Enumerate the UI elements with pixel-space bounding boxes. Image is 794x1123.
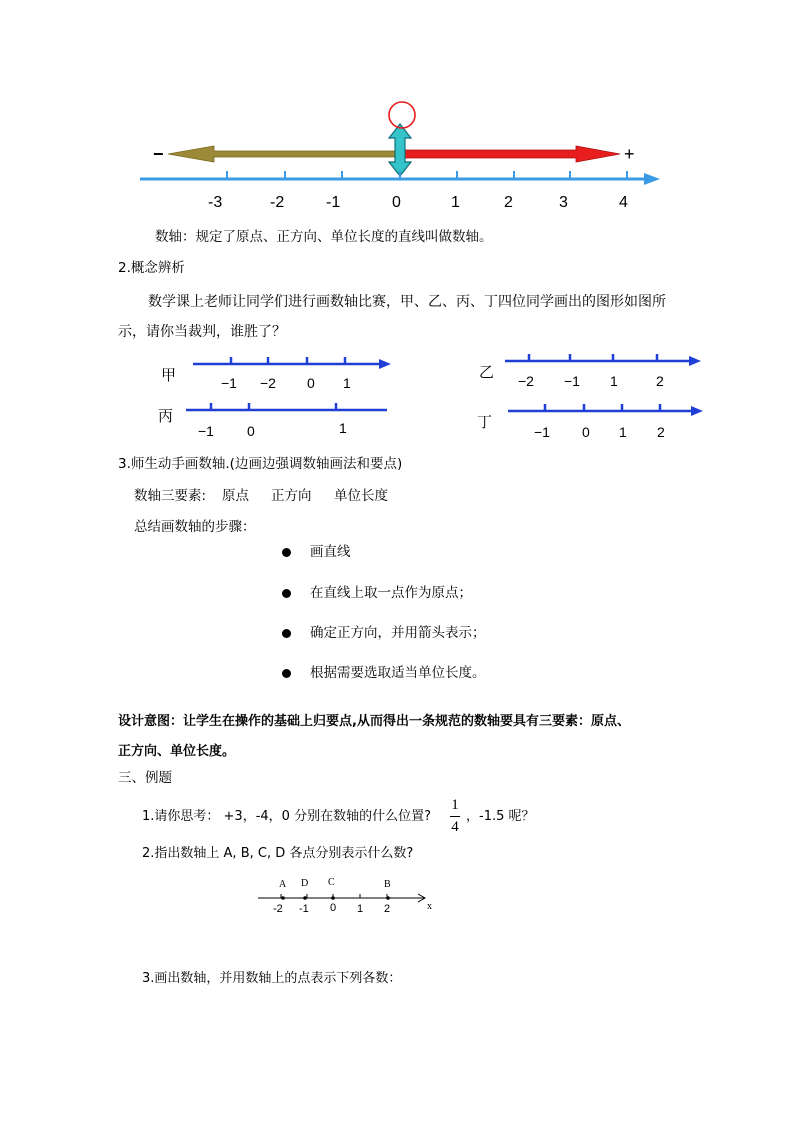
tick-label: -3 xyxy=(208,194,223,211)
jia-label: 甲 xyxy=(161,366,177,384)
tick-label: 1 xyxy=(357,903,364,915)
tick-label: 2 xyxy=(656,373,664,389)
section-2-paragraph-line2: 示，请你当裁判，谁胜了？ xyxy=(118,324,286,340)
tick-label: −1 xyxy=(221,375,237,391)
tick-label: 1 xyxy=(343,375,351,391)
yi-label: 乙 xyxy=(479,363,495,381)
tick-label: 0 xyxy=(582,424,590,440)
point-label: A xyxy=(279,879,287,890)
point-label: D xyxy=(301,878,309,889)
section-2-heading: 2.概念辨析 xyxy=(118,260,185,276)
tick-label: 0 xyxy=(307,375,315,391)
tick-label: −2 xyxy=(260,375,276,391)
element-unit-length: 单位长度 xyxy=(334,488,388,504)
tick-label: -1 xyxy=(299,903,309,915)
tick-label: 0 xyxy=(330,902,337,914)
point-label: B xyxy=(384,879,391,890)
plus-sign: + xyxy=(624,144,635,164)
design-intent-line2: 正方向、单位长度。 xyxy=(118,744,236,759)
tick-label: −2 xyxy=(518,373,534,389)
tick-label: 2 xyxy=(657,424,665,440)
elements-title: 数轴三要素: xyxy=(134,488,207,504)
ding-label: 丁 xyxy=(477,413,493,431)
tick-label: 4 xyxy=(619,194,628,211)
section-2-paragraph-line1: 数学课上老师让同学们进行画数轴比赛，甲、乙、丙、丁四位同学画出的图形如图所 xyxy=(148,294,666,310)
design-intent-line1: 设计意图：让学生在操作的基础上归要点,从而得出一条规范的数轴要具有三要素：原点、 xyxy=(118,714,630,729)
point-label: C xyxy=(328,877,335,888)
element-origin: 原点 xyxy=(222,488,249,504)
tick-label: −1 xyxy=(198,423,214,439)
tick-label: −1 xyxy=(534,424,550,440)
tick-label: -1 xyxy=(326,194,341,211)
fraction-numerator: 1 xyxy=(451,797,459,813)
tick-label: 0 xyxy=(247,423,255,439)
element-positive-direction: 正方向 xyxy=(271,488,312,504)
tick-label: 3 xyxy=(559,194,568,211)
tick-label: 2 xyxy=(384,903,391,915)
step-item: 确定正方向，并用箭头表示； xyxy=(310,625,486,641)
step-item: 在直线上取一点作为原点； xyxy=(310,585,472,601)
tick-label: −1 xyxy=(564,373,580,389)
step-item: 画直线 xyxy=(310,544,351,560)
point-A xyxy=(281,896,285,900)
point-D xyxy=(303,896,307,900)
tick-label: 1 xyxy=(619,424,627,440)
tick-label: -2 xyxy=(270,194,285,211)
question-3: 3.画出数轴，并用数轴上的点表示下列各数： xyxy=(142,971,402,986)
question-1-prefix: 1.请你思考： +3，-4，0 分别在数轴的什么位置? xyxy=(142,809,431,824)
question-1-suffix: ，-1.5 呢？ xyxy=(466,809,535,824)
fraction-denominator: 4 xyxy=(451,819,459,835)
question-2: 2.指出数轴上 A, B, C, D 各点分别表示什么数? xyxy=(142,846,414,861)
number-line-definition: 数轴：规定了原点、正方向、单位长度的直线叫做数轴。 xyxy=(155,229,493,245)
point-B xyxy=(386,896,390,900)
tick-label: 1 xyxy=(339,420,347,436)
tick-label: 1 xyxy=(451,194,460,211)
section-3-heading: 3.师生动手画数轴.(边画边强调数轴画法和要点) xyxy=(118,456,403,472)
tick-label: 2 xyxy=(504,194,513,211)
minus-sign: − xyxy=(153,144,164,164)
step-item: 根据需要选取适当单位长度。 xyxy=(310,665,486,681)
tick-label: -2 xyxy=(273,903,283,915)
tick-label: 0 xyxy=(392,194,401,211)
steps-title: 总结画数轴的步骤： xyxy=(134,519,256,535)
bing-label: 丙 xyxy=(158,407,174,425)
tick-label: 1 xyxy=(610,373,618,389)
point-C xyxy=(331,896,335,900)
examples-heading: 三、例题 xyxy=(118,770,172,786)
axis-label-x: x xyxy=(427,901,432,912)
